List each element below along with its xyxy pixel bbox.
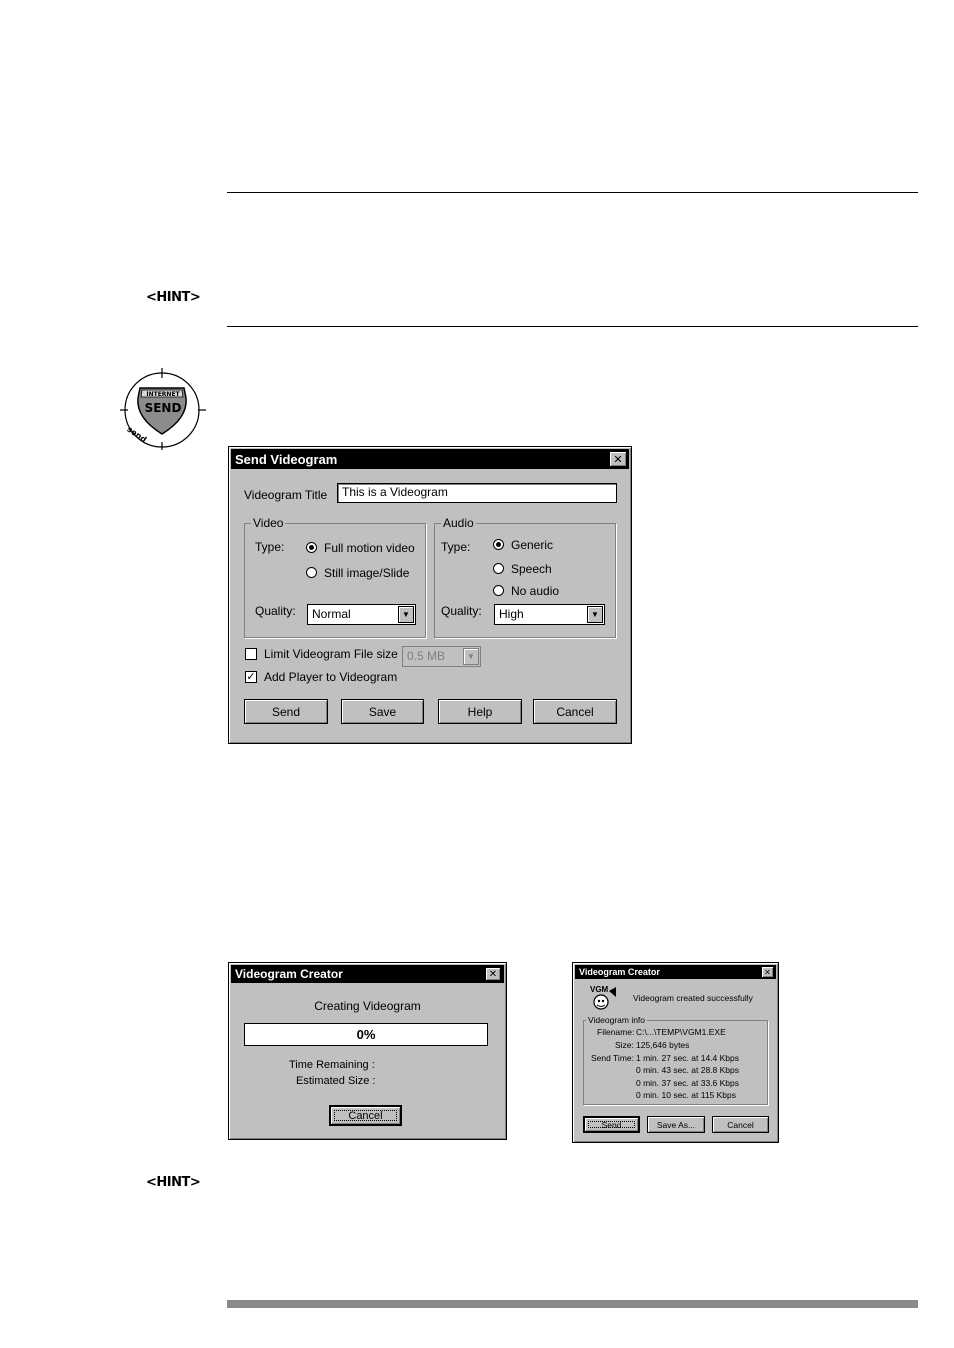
send-time-label: Send Time: <box>591 1053 634 1063</box>
badge-top-text: INTERNET <box>146 391 180 398</box>
audio-option-speech[interactable]: Speech <box>511 562 552 576</box>
hint-label-bottom: <HINT> <box>146 1175 201 1190</box>
videogram-title-label: Videogram Title <box>244 488 328 502</box>
send-dialog-title: Send Videogram <box>235 451 338 467</box>
audio-quality-select[interactable] <box>494 604 605 625</box>
video-group-title: Video <box>253 516 284 530</box>
chevron-down-icon[interactable]: ▼ <box>398 606 414 623</box>
chevron-down-icon[interactable]: ▼ <box>463 648 479 665</box>
video-quality-select[interactable] <box>307 604 416 625</box>
video-option-full-motion[interactable]: Full motion video <box>324 541 415 555</box>
close-icon[interactable]: ✕ <box>485 967 501 981</box>
audio-radio-speech[interactable] <box>493 563 504 574</box>
badge-main-text: SEND <box>144 401 182 415</box>
vgm-logo-icon <box>589 985 617 1011</box>
videogram-creator-done-dialog <box>572 962 779 1143</box>
send-button[interactable]: Send <box>583 1116 640 1133</box>
videogram-info-title: Videogram info <box>588 1015 646 1025</box>
send-dialog-titlebar <box>231 449 629 469</box>
help-button[interactable]: Help <box>438 699 522 724</box>
send-videogram-dialog <box>228 446 632 744</box>
progress-dialog-titlebar <box>231 965 504 983</box>
vgm-logo-text: VGM <box>590 985 609 994</box>
done-dialog-titlebar <box>575 965 776 979</box>
audio-radio-no-audio[interactable] <box>493 585 504 596</box>
done-dialog-title: Videogram Creator <box>579 967 660 977</box>
send-time-row: 1 min. 27 sec. at 14.4 Kbps <box>636 1053 740 1063</box>
cancel-button[interactable]: Cancel <box>533 699 617 724</box>
send-time-row: 0 min. 43 sec. at 28.8 Kbps <box>636 1065 740 1075</box>
progress-dialog-title: Videogram Creator <box>235 967 343 981</box>
badge-arc-text: send <box>125 424 149 445</box>
video-type-label: Type: <box>255 540 285 554</box>
hint-bottom-rule <box>227 326 918 327</box>
hint-label: <HINT> <box>146 290 201 305</box>
audio-group-title: Audio <box>443 516 474 530</box>
limit-size-label[interactable]: Limit Videogram File size <box>264 647 398 661</box>
send-button[interactable]: Send <box>244 699 328 724</box>
limit-size-select[interactable] <box>402 646 481 667</box>
send-time-row: 0 min. 10 sec. at 115 Kbps <box>636 1090 737 1100</box>
limit-size-value: 0.5 MB <box>407 649 446 663</box>
creating-status: Creating Videogram <box>314 999 421 1013</box>
add-player-checkbox[interactable]: ✓ <box>246 671 256 683</box>
videogram-creator-progress-dialog <box>228 962 507 1140</box>
close-icon[interactable]: ✕ <box>609 451 627 467</box>
video-radio-full-motion[interactable] <box>306 542 317 553</box>
send-time-row: 0 min. 37 sec. at 33.6 Kbps <box>636 1078 740 1088</box>
video-quality-value: Normal <box>312 607 351 621</box>
video-quality-label: Quality: <box>255 604 296 618</box>
time-remaining-label: Time Remaining : <box>289 1059 375 1071</box>
save-button[interactable]: Save <box>341 699 424 724</box>
progress-bar <box>244 1023 488 1046</box>
audio-quality-label: Quality: <box>441 604 482 618</box>
save-as-button[interactable]: Save As... <box>647 1116 705 1133</box>
audio-option-no-audio[interactable]: No audio <box>511 584 560 598</box>
audio-quality-value: High <box>499 607 524 621</box>
size-label: Size: <box>615 1040 634 1050</box>
filename-label: Filename: <box>597 1027 635 1037</box>
size-value: 125,646 bytes <box>636 1040 690 1050</box>
videogram-title-input[interactable]: This is a Videogram <box>337 483 617 503</box>
audio-radio-generic[interactable] <box>493 539 504 550</box>
internet-send-icon <box>118 368 208 450</box>
cancel-button[interactable]: Cancel <box>329 1105 402 1126</box>
add-player-label[interactable]: Add Player to Videogram <box>264 670 398 684</box>
top-rule <box>227 192 918 193</box>
filename-value: C:\...\TEMP\VGM1.EXE <box>636 1027 726 1037</box>
video-option-still-image[interactable]: Still image/Slide <box>324 566 410 580</box>
audio-type-label: Type: <box>441 540 471 554</box>
chevron-down-icon[interactable]: ▼ <box>587 606 603 623</box>
progress-text: 0% <box>356 1027 376 1042</box>
footer-bar <box>227 1300 918 1308</box>
audio-option-generic[interactable]: Generic <box>511 538 554 552</box>
limit-size-checkbox[interactable] <box>245 648 257 660</box>
cancel-button[interactable]: Cancel <box>712 1116 769 1133</box>
estimated-size-label: Estimated Size : <box>296 1075 376 1087</box>
video-radio-still-image[interactable] <box>306 567 317 578</box>
close-icon[interactable]: ✕ <box>761 966 774 978</box>
success-message: Videogram created successfully <box>633 993 753 1003</box>
